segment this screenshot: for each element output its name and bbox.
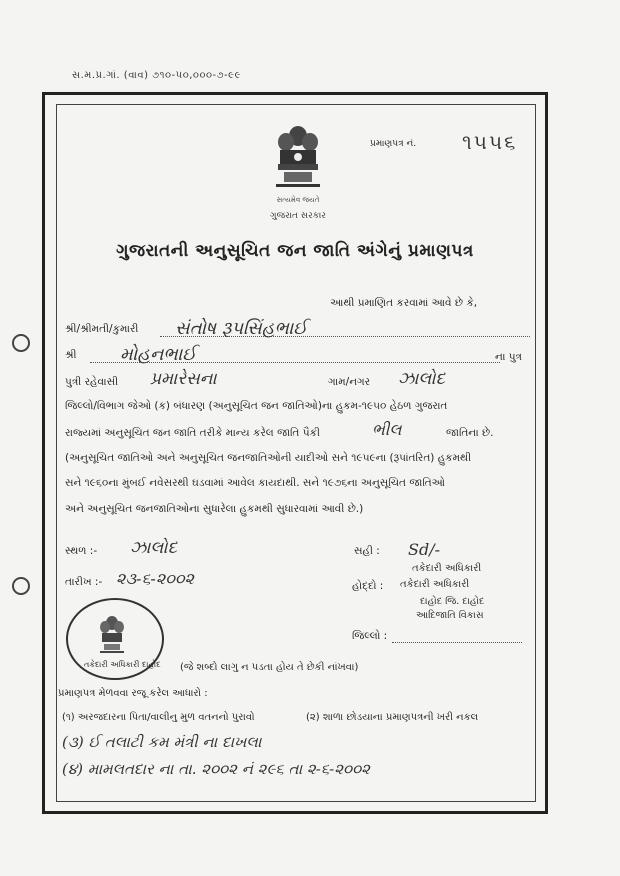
caste-suffix: જાતિના છે. [446,427,494,439]
certificate-number-label: પ્રમાણપત્ર નં. [370,139,417,149]
signature-label: સહી : [354,545,380,557]
emblem-motto: સત્યમેવ જયતે [276,196,320,204]
punch-hole-top [12,334,30,352]
father-label: શ્રી [65,349,77,361]
resident-value: પ્રમારેસના [150,369,217,389]
certificate-number: ૧૫૫૬ [462,130,518,154]
name-value: સંતોષ રૂપસિંહભાઈ [175,318,308,339]
print-code: સ.મ.પ્ર.ગાં. (વાવ) ૭૧૦-૫૦,૦૦૦-૭-૯૯ [72,70,241,81]
national-emblem-icon [270,122,326,194]
body-line-1: જિલ્લો/વિભાગ જેઓ (ક) બંધારણ (અનુસૂચિત જન જાતિઓ)ના હુકમ-૧૯૫૦ હેઠળ ગુજરાત [65,400,448,412]
body-line-3: (અનુસૂચિત જાતિઓ અને અનુસૂચિત જનજાતિઓની યાદીઓ સને ૧૯૫૯ના (રૂપાંતરિત) હુકમથી [65,452,472,464]
place-label: સ્થળ :- [65,545,98,557]
document-item-3: (૩) ઈ તલાટી કમ મંત્રી ના દાખલા [62,733,262,751]
resident-label: પુત્રી રહેવાસી [65,376,119,388]
village-label: ગામ/નગર [328,376,371,388]
date-value: ૨૩-૬-૨૦૦૨ [116,569,194,588]
certify-line: આથી પ્રમાણિત કરવામાં આવે છે કે, [330,297,478,309]
designation-line-2: આદિજાતિ વિકાસ [416,610,484,621]
signature: Sd/- [408,540,440,559]
name-label: શ્રી/શ્રીમતી/કુમારી [65,323,139,335]
place-value: ઝાલોદ [130,538,177,558]
seal-emblem-icon [96,614,128,656]
designation-line-1: દાહોદ જિ. દાહોદ [420,596,485,607]
document-item-2: (૨) શાળા છોડયાના પ્રમાણપત્રની ખરી નકલ [306,712,479,723]
punch-hole-bottom [12,577,30,595]
documents-intro: પ્રમાણપત્ર મેળવવા રજૂ કરેલ આધારો : [58,688,208,699]
document-item-1: (૧) અરજદારના પિતા/વાલીનુ મુળ વતનનો પુરાવો [62,712,255,723]
date-label: તારીખ :- [65,576,103,588]
village-value: ઝાલોદ [398,369,445,389]
sign-name: તકેદારી અધિકારી [412,563,482,574]
govt-name: ગુજરાત સરકાર [270,211,326,221]
father-value: મોહનભાઈ [120,344,197,365]
page-title: ગુજરાતની અનુસૂચિત જન જાતિ અંગેનું પ્રમાણપત્ર [116,241,474,261]
note: (જે શબ્દો લાગુ ન પડતા હોય તે છેકી નાંખવા) [180,662,359,673]
seal-text: તકેદારી અધિકારી દાહોદ [84,660,161,669]
body-line-4: સને ૧૯૬૦ના મુંબઈ નવેસરથી ઘડવામાં આવેલ કાયદાથી. સને ૧૯૭૬ના અનુસૂચિત જાતિઓ [65,477,446,489]
document-item-4: (૪) મામલતદાર ના તા. ૨૦૦૨ નં ૨૯૬ તા ૨-૬-૨૦૦૨ [62,760,370,778]
designation-value: તકેદારી અધિકારી [400,579,470,590]
body-line-5: અને અનુસૂચિત જનજાતિઓના સુધારેલા હુકમથી સુધારવામાં આવી છે.) [65,503,364,515]
district-dotted-line [392,642,522,643]
caste-value: ભીલ [372,420,402,439]
district-label: જિલ્લો : [352,630,388,642]
son-label: ના પુત્ર [495,351,523,363]
body-line-2: રાજ્યમાં અનુસૂચિત જન જાતિ તરીકે માન્ય કરેલ જાતિ પૈકી [65,427,320,439]
designation-label: હોદ્દો : [352,580,384,592]
